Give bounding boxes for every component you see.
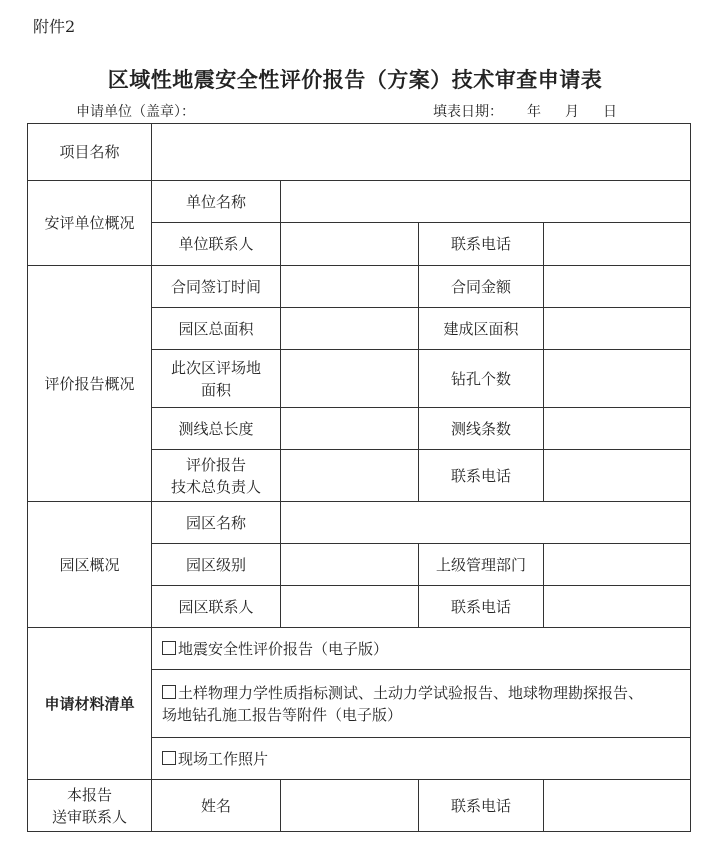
submitter-name-label: 姓名 (152, 780, 281, 832)
survey-length-label: 测线总长度 (152, 408, 281, 450)
borehole-count-label: 钻孔个数 (419, 350, 544, 408)
site-area-field[interactable] (281, 350, 419, 408)
materials-row-1 (28, 628, 691, 670)
month-label: 月 (565, 104, 579, 120)
materials-section-label: 申请材料清单 (28, 628, 152, 780)
submitter-phone-field[interactable] (544, 780, 691, 832)
site-area-label (152, 350, 281, 408)
park-level-label: 园区级别 (152, 544, 281, 586)
checkbox-icon[interactable] (162, 641, 176, 655)
eval-unit-row-1 (28, 181, 691, 223)
material-item-2-text-line1: 土样物理力学性质指标测试、土动力学试验报告、地球物理勘探报告、 (178, 683, 644, 702)
unit-phone-label: 联系电话 (419, 223, 544, 266)
day-label: 日 (603, 104, 617, 120)
material-item-1 (152, 628, 691, 670)
park-total-area-field[interactable] (281, 308, 419, 350)
report-section-label: 评价报告概况 (28, 266, 152, 502)
tech-lead-label-line2: 技术总负责人 (170, 477, 261, 496)
material-item-3-text: 现场工作照片 (178, 749, 269, 768)
unit-name-label: 单位名称 (152, 181, 281, 223)
application-form-table (27, 123, 691, 832)
year-label: 年 (527, 104, 541, 120)
project-name-field[interactable] (152, 124, 691, 181)
attachment-label: 附件2 (33, 17, 76, 36)
submitter-row (28, 780, 691, 832)
unit-contact-field[interactable] (281, 223, 419, 266)
borehole-count-field[interactable] (544, 350, 691, 408)
site-area-label-line1: 此次区评场地 (170, 358, 261, 377)
superior-dept-field[interactable] (544, 544, 691, 586)
checkbox-icon[interactable] (162, 685, 176, 699)
park-name-field[interactable] (281, 502, 691, 544)
park-contact-label: 园区联系人 (152, 586, 281, 628)
contract-amount-label: 合同金额 (419, 266, 544, 308)
submitter-section-label (28, 780, 152, 832)
fill-date-label: 填表日期： (433, 104, 503, 120)
tech-lead-label (152, 450, 281, 502)
report-row-1 (28, 266, 691, 308)
form-title: 区域性地震安全性评价报告（方案）技术审查申请表 (107, 67, 603, 92)
survey-count-label: 测线条数 (419, 408, 544, 450)
eval-unit-section-label: 安评单位概况 (28, 181, 152, 266)
submitter-phone-label: 联系电话 (419, 780, 544, 832)
checkbox-icon[interactable] (162, 751, 176, 765)
submitter-name-field[interactable] (281, 780, 419, 832)
park-phone-field[interactable] (544, 586, 691, 628)
built-area-field[interactable] (544, 308, 691, 350)
contract-time-label: 合同签订时间 (152, 266, 281, 308)
tech-lead-phone-label: 联系电话 (419, 450, 544, 502)
tech-lead-label-line1: 评价报告 (185, 455, 246, 474)
submitter-label-line1: 本报告 (66, 785, 112, 804)
superior-dept-label: 上级管理部门 (419, 544, 544, 586)
fill-date (433, 101, 617, 121)
park-phone-label: 联系电话 (419, 586, 544, 628)
contract-time-field[interactable] (281, 266, 419, 308)
park-total-area-label: 园区总面积 (152, 308, 281, 350)
material-item-2-text-line2: 场地钻孔施工报告等附件（电子版） (162, 705, 403, 724)
park-contact-field[interactable] (281, 586, 419, 628)
contract-amount-field[interactable] (544, 266, 691, 308)
built-area-label: 建成区面积 (419, 308, 544, 350)
applicant-unit-label: 申请单位（盖章）： (76, 104, 195, 120)
project-name-row (28, 124, 691, 181)
submitter-label-line2: 送审联系人 (51, 807, 127, 826)
tech-lead-phone-field[interactable] (544, 450, 691, 502)
park-name-label: 园区名称 (152, 502, 281, 544)
project-name-label: 项目名称 (28, 124, 152, 181)
material-item-2 (152, 670, 691, 738)
site-area-label-line2: 面积 (200, 380, 231, 399)
park-row-1 (28, 502, 691, 544)
tech-lead-field[interactable] (281, 450, 419, 502)
unit-phone-field[interactable] (544, 223, 691, 266)
unit-name-field[interactable] (281, 181, 691, 223)
survey-count-field[interactable] (544, 408, 691, 450)
survey-length-field[interactable] (281, 408, 419, 450)
park-section-label: 园区概况 (28, 502, 152, 628)
material-item-1-text: 地震安全性评价报告（电子版） (178, 639, 389, 658)
unit-contact-label: 单位联系人 (152, 223, 281, 266)
park-level-field[interactable] (281, 544, 419, 586)
material-item-3 (152, 738, 691, 780)
